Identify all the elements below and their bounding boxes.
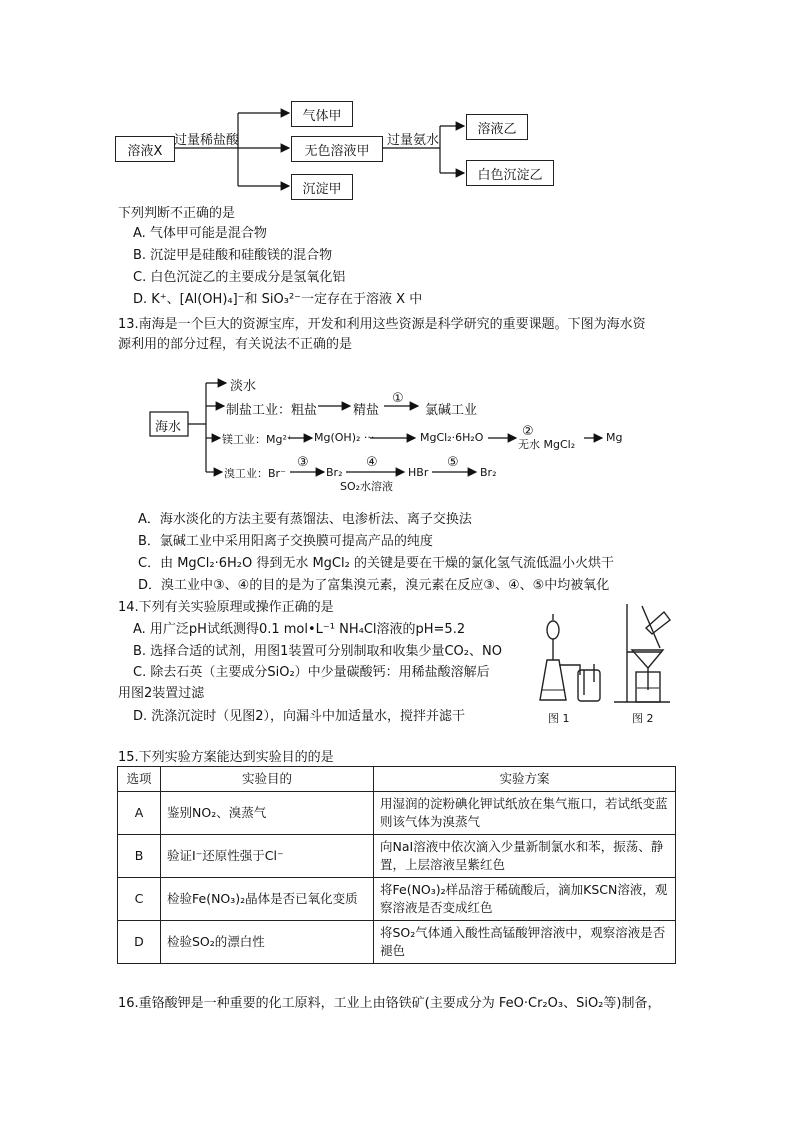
br2-label-2: Br₂ [480,466,497,479]
row-goal: 验证I⁻还原性强于Cl⁻ [161,835,374,878]
header-goal: 实验目的 [161,767,374,792]
magnesium-industry-label: 镁工业：Mg²⁺ [222,433,293,446]
step1-number: ① [392,391,404,406]
fresh-water-label: 淡水 [230,379,257,394]
solution-b-box: 溶液乙 [466,114,528,140]
row-goal: 检验SO₂的漂白性 [161,921,374,964]
table-row [118,878,676,921]
colorless-solution-a-box: 无色溶液甲 [291,136,383,162]
white-precipitate-b-box: 白色沉淀乙 [466,160,554,186]
row-plan: 将Fe(NO₃)₂样品溶于稀硫酸后，滴加KSCN溶液，观察溶液是否变成红色 [374,878,676,921]
header-plan: 实验方案 [374,767,676,792]
apparatus-figure-1 [540,614,600,701]
row-plan: 用湿润的淀粉碘化钾试纸放在集气瓶口，若试纸变蓝则该气体为溴蒸气 [374,792,676,835]
table-row [118,792,676,835]
anhydrous-mgcl2-label: 无水 MgCl₂ [518,438,576,451]
mgcl2-hydrate-label: MgCl₂·6H₂O [420,431,484,444]
q13-stem-line1: 13.南海是一个巨大的资源宝库，开发和利用这些资源是科学研究的重要课题。下图为海水资 [118,317,646,332]
row-option: C [118,878,161,921]
precipitate-a-box: 沉淀甲 [291,174,353,200]
q14-option-d: D. 洗涤沉淀时（见图2），向漏斗中加适量水，搅拌并滤干 [133,709,466,724]
q14-option-c: C. 除去石英（主要成分SiO₂）中少量碳酸钙：用稀盐酸溶解后 [133,665,490,680]
q14-option-c-cont: 用图2装置过滤 [118,686,205,701]
q12-option-c: C. 白色沉淀乙的主要成分是氢氧化铝 [133,270,346,285]
row-goal: 鉴别NO₂、溴蒸气 [161,792,374,835]
q14-stem: 14.下列有关实验原理或操作正确的是 [118,600,334,615]
reagent-ammonia-label: 过量氨水 [387,133,440,148]
salt-industry-label: 制盐工业：粗盐 [226,403,318,418]
q12-stem: 下列判断不正确的是 [118,206,236,221]
row-goal: 检验Fe(NO₃)₂晶体是否已氧化变质 [161,878,374,921]
q13-stem-line2: 源利用的部分过程，有关说法不正确的是 [118,337,353,352]
q12-option-a: A. 气体甲可能是混合物 [133,226,267,241]
q12-option-b: B. 沉淀甲是硅酸和硅酸镁的混合物 [133,248,333,263]
figure2-caption: 图 2 [632,712,654,725]
q14-option-a: A. 用广泛pH试纸测得0.1 mol•L⁻¹ NH₄Cl溶液的pH=5.2 [133,622,466,637]
mg-hydroxide-label: Mg(OH)₂ ··· [314,431,375,444]
q16-stem: 16.重铬酸钾是一种重要的化工原料，工业上由铬铁矿(主要成分为 FeO·Cr₂O₃、SiO₂等)制备， [118,996,661,1011]
figure1-caption: 图 1 [548,712,570,725]
q15-stem: 15.下列实验方案能达到实验目的的是 [118,750,334,765]
q13-option-d: D．溴工业中③、④的目的是为了富集溴元素，溴元素在反应③、④、⑤中均被氧化 [138,578,610,593]
q14-option-b: B. 选择合适的试剂，用图1装置可分别制取和收集少量CO₂、NO [133,644,502,659]
chlor-alkali-label: 氯碱工业 [425,403,478,418]
step5-number: ⑤ [447,455,459,470]
reagent-hcl-label: 过量稀盐酸 [174,133,240,148]
gas-a-box: 气体甲 [291,101,353,127]
mg-label: Mg [606,431,623,444]
row-plan: 将SO₂气体通入酸性高锰酸钾溶液中，观察溶液是否褪色 [374,921,676,964]
step3-number: ③ [297,455,309,470]
so2-solution-label: SO₂水溶液 [340,480,394,493]
refined-salt-label: 精盐 [353,403,380,418]
hbr-label: HBr [408,466,429,479]
q12-option-d: D. K⁺、[Al(OH)₄]⁻和 SiO₃²⁻一定存在于溶液 X 中 [133,292,423,307]
seawater-label: 海水 [155,420,182,435]
row-plan: 向NaI溶液中依次滴入少量新制氯水和苯，振荡、静置，上层溶液呈紫红色 [374,835,676,878]
row-option: D [118,921,161,964]
table-row [118,835,676,878]
solution-x-box: 溶液X [115,136,175,162]
br2-label-1: Br₂ [326,466,343,479]
bromine-industry-label: 溴工业：Br⁻ [224,467,286,480]
step2-number: ② [522,424,534,439]
step4-number: ④ [366,455,378,470]
q13-option-b: B．氯碱工业中采用阳离子交换膜可提高产品的纯度 [138,534,433,549]
q13-option-c: C．由 MgCl₂·6H₂O 得到无水 MgCl₂ 的关键是要在干燥的氯化氢气流低温小火烘干 [138,556,614,571]
row-option: A [118,792,161,835]
table-header-row [118,767,676,792]
apparatus-figure-2 [614,604,670,702]
header-option: 选项 [118,767,161,792]
table-row [118,921,676,964]
q13-option-a: A．海水淡化的方法主要有蒸馏法、电渗析法、离子交换法 [138,512,472,527]
row-option: B [118,835,161,878]
q15-table [117,766,676,964]
